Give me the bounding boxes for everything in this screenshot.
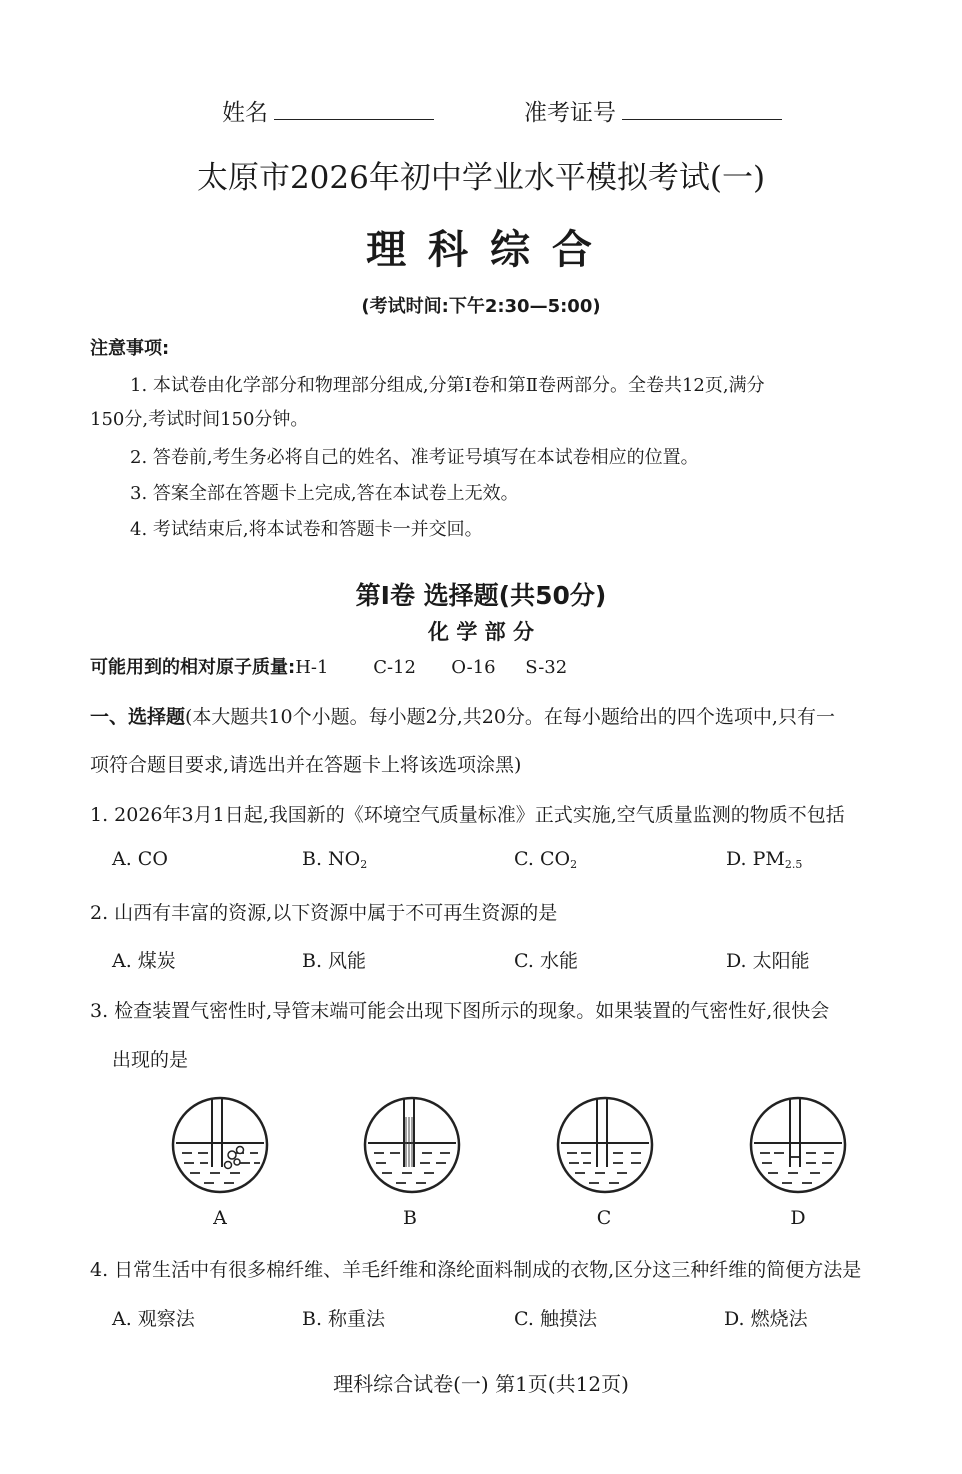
question-3-stem: 3. 检查装置气密性时,导管末端可能会出现下图所示的现象。如果装置的气密性好,很快会	[90, 1000, 830, 1022]
question-1-option-d: D. $PM_{2.5}$	[726, 848, 803, 871]
figure-label-c: C	[596, 1207, 612, 1229]
question-2-option-a: A. 煤炭	[112, 950, 176, 972]
subject-title: 理 科 综 合	[366, 227, 596, 273]
notice-item-2: 2. 答卷前,考生务必将自己的姓名、准考证号填写在本试卷相应的位置。	[130, 447, 699, 468]
figure-d-water-in-tube	[748, 1095, 848, 1195]
question-1-option-b: B. $NO_2$	[302, 848, 368, 871]
figure-c-no-change	[555, 1095, 655, 1195]
question-4-option-c: C. 触摸法	[514, 1308, 597, 1330]
figure-label-b: B	[403, 1207, 417, 1229]
page-footer: 理科综合试卷(一) 第1页(共12页)	[333, 1372, 629, 1396]
exam-time: (考试时间:下午2:30—5:00)	[361, 296, 601, 317]
question-2-option-c: C. 水能	[514, 950, 578, 972]
question-2-option-d: D. 太阳能	[726, 950, 810, 972]
figure-b-rising-column	[362, 1095, 462, 1195]
question-1-option-a: A. CO	[112, 848, 168, 870]
atomic-mass-line: 可能用到的相对原子质量:H-1 C-12 O-16 S-32	[90, 657, 568, 678]
question-2-stem: 2. 山西有丰富的资源,以下资源中属于不可再生资源的是	[90, 902, 558, 924]
question-1-stem: 1. 2026年3月1日起,我国新的《环境空气质量标准》正式实施,空气质量监测的物质不包括	[90, 804, 845, 826]
exam-id-label: 准考证号	[524, 94, 782, 127]
notice-heading: 注意事项:	[90, 338, 170, 359]
question-4-option-a: A. 观察法	[112, 1308, 195, 1330]
question-3-stem-cont: 出现的是	[112, 1049, 189, 1071]
question-4-option-d: D. 燃烧法	[724, 1308, 808, 1330]
section-title: 第Ⅰ卷 选择题(共50分)	[355, 581, 607, 610]
figure-a-bubbles	[170, 1095, 270, 1195]
figure-label-a: A	[213, 1207, 227, 1229]
notice-item-3: 3. 答案全部在答题卡上完成,答在本试卷上无效。	[130, 483, 519, 504]
section-subtitle: 化 学 部 分	[428, 620, 534, 644]
notice-item-4: 4. 考试结束后,将本试卷和答题卡一并交回。	[130, 519, 483, 540]
part-desc-cont: 项符合题目要求,请选出并在答题卡上将该选项涂黑)	[90, 754, 522, 776]
notice-item-1-cont: 150分,考试时间150分钟。	[90, 409, 309, 430]
question-2-option-b: B. 风能	[302, 950, 367, 972]
name-label: 姓名	[222, 94, 434, 127]
part-heading: 一、选择题(本大题共10个小题。每小题2分,共20分。在每小题给出的四个选项中,只有一	[90, 706, 835, 728]
question-1-option-c: C. $CO_2$	[514, 848, 578, 871]
question-4-stem: 4. 日常生活中有很多棉纤维、羊毛纤维和涤纶面料制成的衣物,区分这三种纤维的简便方法是	[90, 1259, 862, 1281]
question-4-option-b: B. 称重法	[302, 1308, 386, 1330]
figure-label-d: D	[790, 1207, 806, 1229]
exam-title: 太原市2026年初中学业水平模拟考试(一)	[196, 160, 766, 196]
notice-item-1: 1. 本试卷由化学部分和物理部分组成,分第Ⅰ卷和第Ⅱ卷两部分。全卷共12页,满分	[130, 375, 765, 396]
